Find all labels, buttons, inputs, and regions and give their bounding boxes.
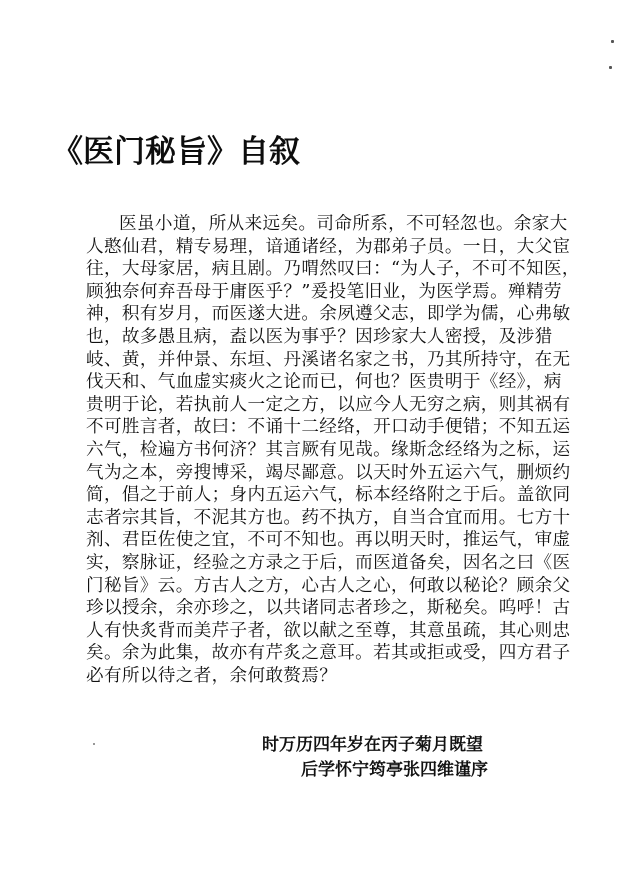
text-line: 必有所以待之者，余何敢赘焉？ — [86, 665, 338, 686]
text-line: 珍以授余，余亦珍之，以共诸同志者珍之，斯秘矣。呜呼！古 — [86, 598, 571, 619]
text-line: 伐天和、气血虚实痰火之论而已，何也？医贵明于《经》，病 — [86, 372, 562, 393]
text-line: 往，大母家居，病且剧。乃喟然叹曰：“为人子，不可不知医， — [86, 259, 580, 280]
text-line: 岐、黄，并仲景、东垣、丹溪诸名家之书，乃其所持守，在无 — [86, 349, 571, 370]
text-line: 简，倡之于前人；身内五运六气，标本经络附之于后。盖欲同 — [86, 485, 571, 506]
text-line: 门秘旨》云。方古人之方，心古人之心，何敢以秘论？顾余父 — [86, 575, 571, 596]
text-line: 贵明于论，若执前人一定之方，以应今人无穷之病，则其祸有 — [86, 394, 571, 415]
page-title: 《医门秘旨》自叙 — [52, 134, 300, 170]
signature-author-text: 后学怀宁筠亭张四维谨序 — [301, 760, 488, 780]
text-line: 人有快炙背而美芹子者，欲以献之至尊，其意虽疏，其心则忠 — [86, 620, 571, 641]
signature-date-text: 时万历四年岁在丙子菊月既望 — [262, 735, 483, 755]
text-line: 六气，检遍方书何济？其言厥有见哉。缘斯念经络为之标，运 — [86, 439, 571, 460]
text-line: 矣。余为此集，故亦有芹炙之意耳。若其或拒或受，四方君子 — [86, 643, 571, 664]
text-line: 志者宗其旨，不泥其方也。药不执方，自当合宜而用。七方十 — [86, 507, 571, 528]
scan-speck — [609, 66, 612, 69]
text-line: 神，积有岁月，而医遂大进。余夙遵父志，即学为儒，心弗敏 — [86, 304, 571, 325]
text-line: 不可胜言者，故曰：不诵十二经络，开口动手便错；不知五运 — [86, 417, 571, 438]
text-line: 人憨仙君，精专易理，谙通诸经，为郡弟子员。一日，大父宦 — [86, 236, 571, 257]
scan-speck — [611, 40, 614, 43]
text-line: 实，察脉证，经验之方录之于后，而医道备矣，因名之曰《医 — [86, 552, 571, 573]
text-line: 顾独奈何弃吾母于庸医乎？”爰投笔旧业，为医学焉。殚精劳 — [86, 281, 562, 302]
text-line: 医虽小道，所从来远矣。司命所系，不可轻忽也。余家大 — [119, 214, 568, 234]
preface-body — [86, 213, 580, 687]
text-line: 也，故多愚且病，盍以医为事乎？因珍家大人密授，及涉猎 — [86, 326, 553, 347]
scan-speck — [93, 743, 95, 745]
text-line: 剂、君臣佐使之宜，不可不知也。再以明天时，推运气，审虚 — [86, 530, 571, 551]
text-line: 气为之本，旁搜博采，竭尽鄙意。以天时外五运六气，删烦约 — [86, 462, 571, 483]
